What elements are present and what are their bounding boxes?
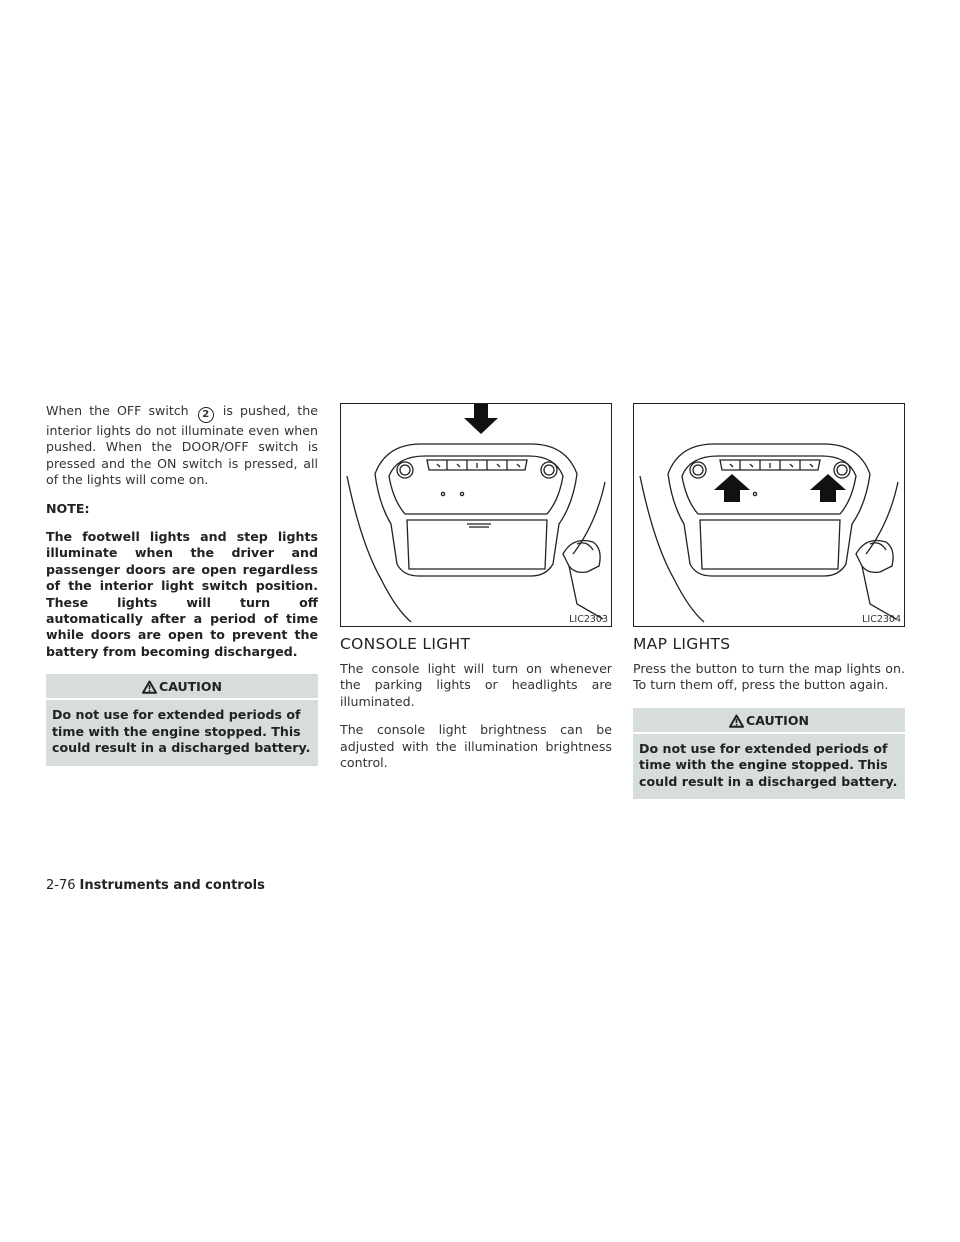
note-text: The footwell lights and step lights illuminate when the driver and passenger doors are open regardless of the interior light switch position. These lights will turn off automatically after a period of time while doors are open to prevent the battery from becoming discharged. <box>46 529 318 659</box>
caution-header <box>46 674 318 700</box>
console-light-figure <box>340 403 612 627</box>
down-arrow-icon <box>464 404 498 434</box>
right-column <box>633 403 905 799</box>
console-light-para2: The console light brightness can be adjusted with the illumination brightness control. <box>340 722 612 771</box>
left-column <box>46 403 318 766</box>
caution-label: CAUTION <box>159 679 222 695</box>
caution-text: Do not use for extended periods of time with the engine stopped. This could result in a discharged battery. <box>639 740 898 789</box>
caution-box-left <box>46 674 318 765</box>
middle-column <box>340 403 612 783</box>
section-title: Instruments and controls <box>79 878 265 893</box>
map-lights-figure <box>633 403 905 627</box>
caution-label: CAUTION <box>746 712 809 728</box>
map-lights-heading: MAP LIGHTS <box>633 635 731 653</box>
console-light-heading: CONSOLE LIGHT <box>340 635 471 653</box>
up-arrow-icon-left <box>714 474 750 502</box>
caution-header <box>633 708 905 734</box>
console-light-illustration <box>341 404 611 626</box>
warning-triangle-icon <box>729 714 744 728</box>
console-light-para1: The console light will turn on whenever the parking lights or headlights are illuminated. <box>340 661 612 709</box>
figure-code: LIC2304 <box>862 614 901 625</box>
off-switch-paragraph <box>46 403 318 489</box>
para-text-b: is pushed, the interior lights do not illuminate even when pushed. When the DOOR/OFF switch is pressed and the ON switch is pressed, all of the lights will come on. <box>46 403 318 488</box>
caution-text: Do not use for extended periods of time with the engine stopped. This could result in a discharged battery. <box>52 707 311 756</box>
note-label: NOTE: <box>46 500 90 516</box>
figure-code: LIC2303 <box>569 614 608 625</box>
para-text-a: When the OFF switch <box>46 403 189 418</box>
page-number: 2-76 <box>46 878 76 893</box>
warning-triangle-icon <box>142 680 157 694</box>
page-footer <box>46 878 265 893</box>
switch-number-badge: 2 <box>198 407 214 423</box>
caution-box-right <box>633 708 905 799</box>
map-lights-para1: Press the button to turn the map lights on. To turn them off, press the button again. <box>633 661 905 693</box>
map-lights-illustration <box>634 404 904 626</box>
